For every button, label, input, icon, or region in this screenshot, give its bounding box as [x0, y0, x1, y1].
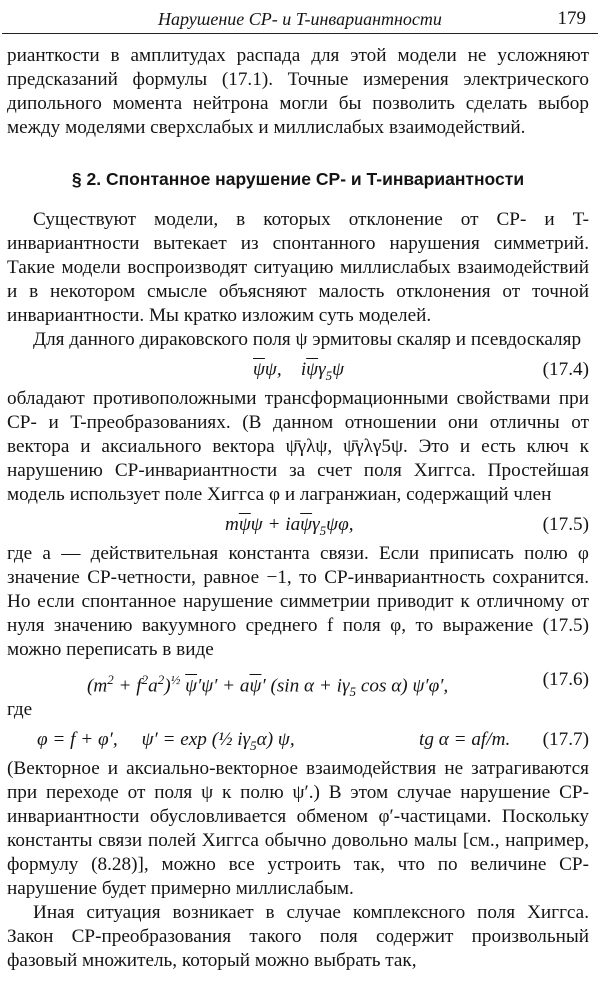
equation-number: (17.7) [542, 729, 589, 750]
equation-number: (17.5) [542, 514, 589, 535]
paragraph: рианткости в амплитудах распада для этой модели не усложняют предсказаний формулы (17.1). Точные измерения электрического дипольного момента нейтрона могли бы позволить сделать выбор между моделями сверхслабых и миллислабых взаимодействий. [7, 45, 589, 138]
equation-17-4 [7, 352, 589, 387]
formula: $(m^2 + f^2a^2)^{\frac{1}{2}}$ $\overline{\psi}'\psi' + a\overline{\psi}'$ (sin $\alpha + i\gamma_5$ cos α) ψ′φ′, [87, 672, 449, 700]
paragraph: обладают противоположными трансформационными свойствами при CP- и T-преобразованиях. (В данном отношении они отличны от вектора и аксиального вектора ψ̄γλψ, ψ̄γλγ5ψ. Это и есть ключ к нарушению CP-инвариантности за счет поля Хиггса. Простейшая модель использует поле Хиггса φ и лагранжиан, содержащий член [7, 388, 589, 505]
paragraph: где a — действительная константа связи. Если приписать полю φ значение CP-четности, равное −1, то CP-инвариантность сохранится. Но если спонтанное нарушение симметрии приводит к отличному от нуля значению вакуумного среднего f поля φ, то выражение (17.5) можно переписать в виде [7, 543, 589, 660]
formula: $m\overline{\psi}\psi + ia\overline{\psi}\gamma_5\psi\varphi$, [225, 514, 354, 538]
page-body [7, 44, 589, 973]
equation-17-5 [7, 507, 589, 542]
section-heading: § 2. Спонтанное нарушение CP- и T-инвариантности [71, 169, 525, 189]
page-number: 179 [557, 8, 586, 29]
header-rule [2, 33, 598, 34]
paragraph: где [7, 699, 33, 720]
paragraph: Иная ситуация возникает в случае комплексного поля Хиггса. Закон CP-преобразования такого поля содержит произвольный фазовый множитель, который можно выбрать так, [7, 902, 589, 971]
formula-tg: tg α = af/m. [419, 729, 511, 750]
equation-17-7 [7, 722, 589, 757]
paragraph: Для данного дираковского поля ψ эрмитовы скаляр и псевдоскаляр [33, 329, 582, 350]
paragraph: Существуют модели, в которых отклонение от CP- и T-инвариантности вытекает из спонтанного нарушения симметрий. Такие модели воспроизводят ситуацию миллислабых взаимодействий и в некотором смысле объясняют малость отклонения от точной инвариантности. Мы кратко изложим суть моделей. [7, 209, 589, 326]
equation-17-6 [7, 662, 589, 700]
formula: $\overline{\psi}\psi$, $i\overline{\psi}\gamma_5\psi$ [253, 359, 345, 383]
running-head [10, 6, 590, 32]
formula: φ = f + φ′, ψ′ = exp (½ $i\gamma_5\alpha$) ψ, [37, 729, 295, 753]
equation-number: (17.4) [542, 359, 589, 380]
equation-number: (17.6) [542, 669, 589, 690]
running-title: Нарушение CP- и T-инвариантности [158, 9, 442, 29]
paragraph: (Векторное и аксиально-векторное взаимодействия не затрагиваются при переходе от поля ψ к полю ψ′.) В этом случае нарушение CP-инвариантности обусловливается обменом φ′-частицами. Поскольку константы связи полей Хиггса обычно довольно малы [см., например, формулу (8.28)], можно все устроить так, что по величине CP-нарушение будет примерно миллислабым. [7, 758, 589, 899]
